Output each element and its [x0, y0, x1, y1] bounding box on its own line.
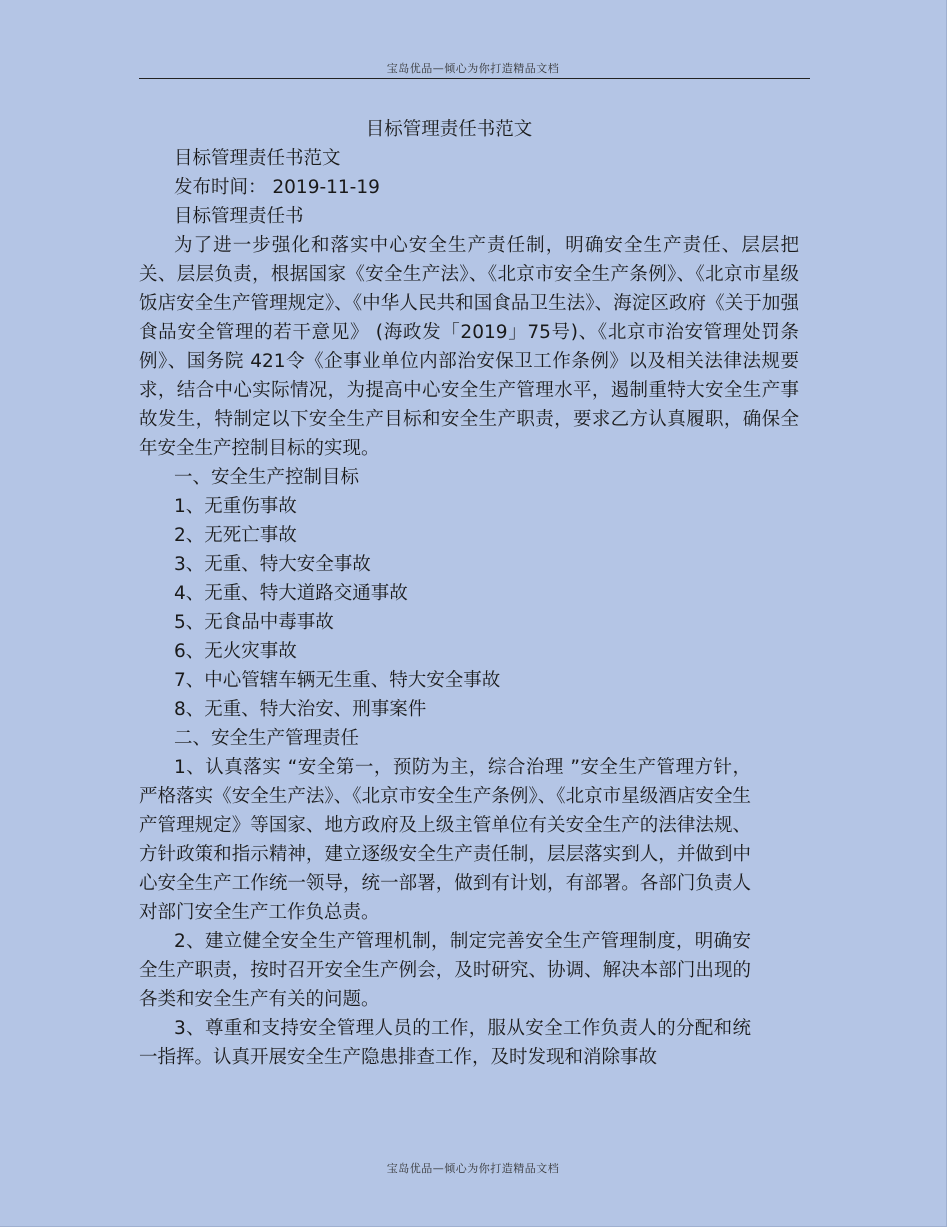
- list-item: 7、中心管辖车辆无生重、特大安全事故: [174, 670, 501, 691]
- page-footer: 宝岛优品—倾心为你打造精品文档: [386, 1162, 560, 1175]
- document-body: [139, 115, 799, 1072]
- section-title: 一、安全生产控制目标: [174, 467, 360, 488]
- document-title: 目标管理责任书范文: [365, 119, 533, 140]
- intro-paragraph: 为了进一步强化和落实中心安全生产责任制，明确安全生产责任、层层把关、层层负责，根据国家《安全生产法》、《北京市安全生产条例》、《北京市星级饭店安全生产管理规定》、《中华人民共和国食品卫生法》、海淀区政府《关于加强食品安全管理的若干意见》 (海政发「2019」75号)、《北京市治安管理处罚条例》、国务院 421令《企事业单位内部治安保卫工作条例》以及相关法律法规要求，结合中心实际情况，为提高中心安全生产管理水平，遏制重特大安全生产事故发生，特制定以下安全生产目标和安全生产职责，要求乙方认真履职，确保全年安全生产控制目标的实现。: [139, 235, 799, 459]
- list-item: 8、无重、特大治安、刑事案件: [174, 699, 427, 720]
- publish-date: 发布时间： 2019-11-19: [174, 177, 380, 198]
- page-header: 宝岛优品—倾心为你打造精品文档: [386, 62, 560, 75]
- body-paragraph: 3、尊重和支持安全管理人员的工作，服从安全工作负责人的分配和统一指挥。认真开展安全生产隐患排查工作，及时发现和消除事故: [139, 1018, 751, 1068]
- body-paragraph: 2、建立健全安全生产管理机制，制定完善安全生产管理制度，明确安全生产职责，按时召开安全生产例会，及时研究、协调、解决本部门出现的各类和安全生产有关的问题。: [139, 931, 751, 1010]
- document-subtitle: 目标管理责任书范文: [174, 148, 341, 169]
- list-item: 2、无死亡事故: [174, 525, 297, 546]
- list-item: 4、无重、特大道路交通事故: [174, 583, 408, 604]
- body-paragraph: 1、认真落实 “安全第一，预防为主，综合治理 ”安全生产管理方针，严格落实《安全生产法》、《北京市安全生产条例》、《北京市星级酒店安全生产管理规定》等国家、地方政府及上级主管单位有关安全生产的法律法规、方针政策和指示精神，建立逐级安全生产责任制，层层落实到人，并做到中心安全生产工作统一领导，统一部署，做到有计划，有部署。各部门负责人对部门安全生产工作负总责。: [139, 757, 751, 923]
- list-item: 6、无火灾事故: [174, 641, 297, 662]
- list-item: 5、无食品中毒事故: [174, 612, 334, 633]
- list-item: 3、无重、特大安全事故: [174, 554, 371, 575]
- header-divider: [139, 78, 810, 79]
- document-heading: 目标管理责任书: [174, 206, 304, 227]
- section-title: 二、安全生产管理责任: [174, 728, 360, 749]
- list-item: 1、无重伤事故: [174, 496, 297, 517]
